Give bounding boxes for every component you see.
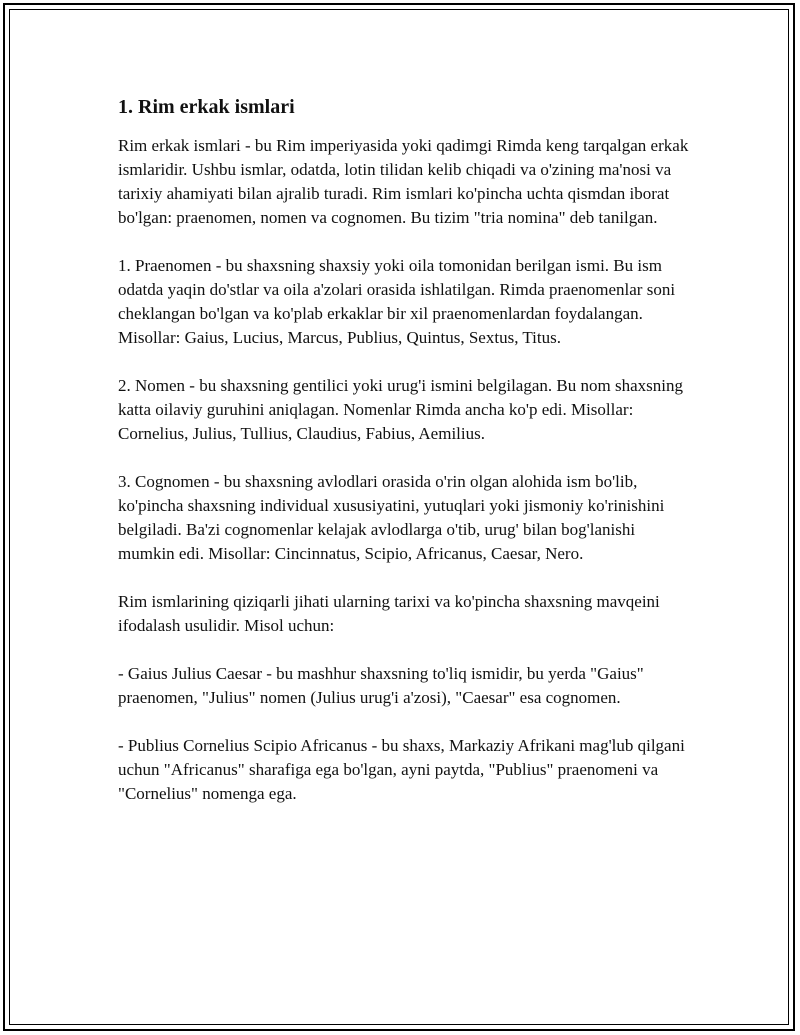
paragraph-cognomen: 3. Cognomen - bu shaxsning avlodlari orasida o'rin olgan alohida ism bo'lib, ko'pincha shaxsning individual xususiyatini, yutuqlari yoki jismoniy ko'rinishini belgiladi. Ba'zi cognomenlar kelajak avlodlarga o'tib, urug' bilan bog'lanishi mumkin edi. Misollar: Cincinnatus, Scipio, Africanus, Caesar, Nero. xyxy=(118,472,665,563)
paragraph-intro: Rim erkak ismlari - bu Rim imperiyasida yoki qadimgi Rimda keng tarqalgan erkak ismlaridir. Ushbu ismlar, odatda, lotin tilidan kelib chiqadi va o'zining ma'nosi va tarixiy ahamiyati bilan ajralib turadi. Rim ismlari ko'pincha uchta qismdan iborat bo'lgan: praenomen, nomen va cognomen. Bu tizim "tria nomina" deb tanilgan. xyxy=(118,136,689,227)
paragraph-nomen: 2. Nomen - bu shaxsning gentilici yoki urug'i ismini belgilagan. Bu nom shaxsning katta oilaviy guruhini aniqlagan. Nomenlar Rimda ancha ko'p edi. Misollar: Cornelius, Julius, Tullius, Claudius, Fabius, Aemilius. xyxy=(118,376,683,443)
document-title: 1. Rim erkak ismlari xyxy=(118,96,295,118)
paragraph-examples-intro: Rim ismlarining qiziqarli jihati ularning tarixi va ko'pincha shaxsning mavqeini ifodalash usulidir. Misol uchun: xyxy=(118,592,660,635)
document-body xyxy=(118,94,693,806)
paragraph-example-scipio: - Publius Cornelius Scipio Africanus - bu shaxs, Markaziy Afrikani mag'lub qilgani uchun "Africanus" sharafiga ega bo'lgan, ayni paytda, "Publius" praenomeni va "Cornelius" nomenga ega. xyxy=(118,736,685,803)
paragraph-praenomen: 1. Praenomen - bu shaxsning shaxsiy yoki oila tomonidan berilgan ismi. Bu ism odatda yaqin do'stlar va oila a'zolari orasida ishlatilgan. Rimda praenomenlar soni cheklangan bo'lgan va ko'plab erkaklar bir xil praenomenlardan foydalangan. Misollar: Gaius, Lucius, Marcus, Publius, Quintus, Sextus, Titus. xyxy=(118,256,676,347)
paragraph-example-caesar: - Gaius Julius Caesar - bu mashhur shaxsning to'liq ismidir, bu yerda "Gaius" praenomen, "Julius" nomen (Julius urug'i a'zosi), "Caesar" esa cognomen. xyxy=(118,664,644,707)
